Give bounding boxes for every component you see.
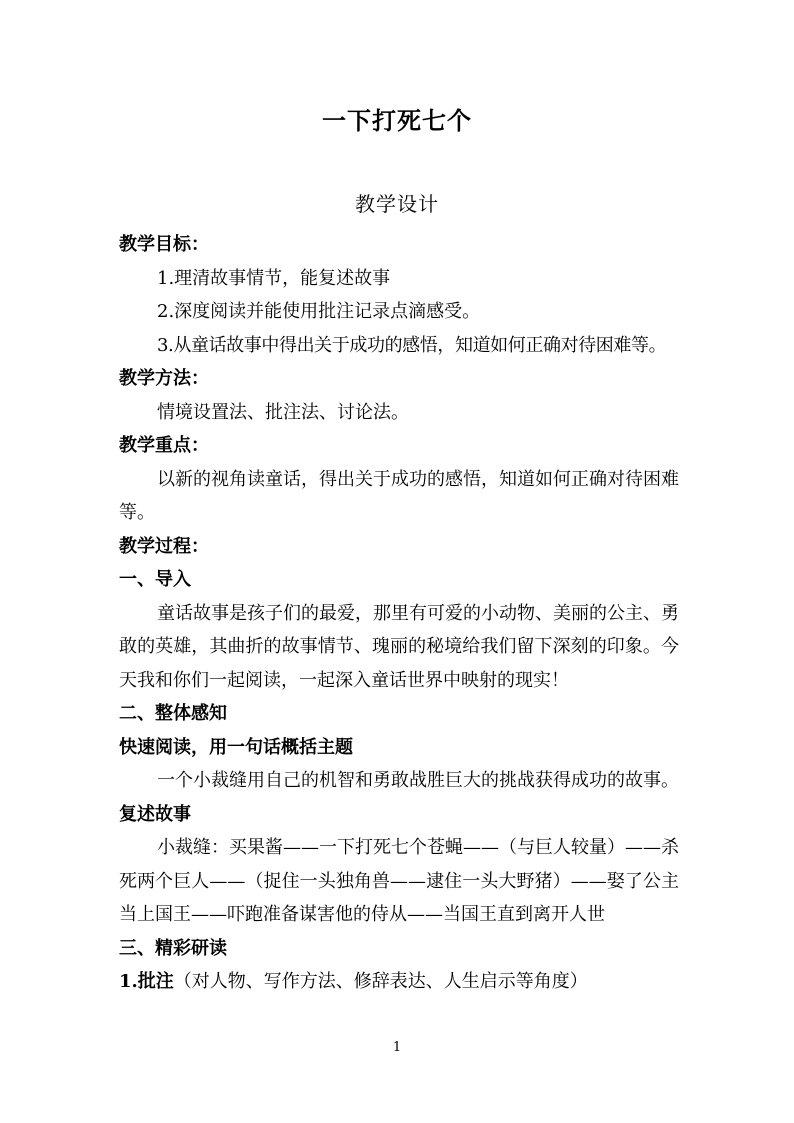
document-subtitle: 教学设计 (355, 192, 439, 216)
study-heading: 三、精彩研读 (119, 937, 227, 959)
goal-item: 1.理清故事情节，能复述故事 (157, 267, 391, 289)
overall-heading: 二、整体感知 (119, 703, 227, 724)
goals-heading: 教学目标： (119, 234, 209, 255)
fast-read-heading: 快速阅读，用一句话概括主题 (119, 736, 353, 758)
document-title: 一下打死七个 (322, 106, 472, 135)
document-body (119, 228, 679, 999)
annotation-note: （对人物、写作方法、修辞表达、人生启示等角度） (173, 971, 588, 992)
keypoints-heading: 教学重点： (119, 435, 209, 456)
intro-heading: 一、导入 (119, 569, 191, 590)
theme-text: 一个小裁缝用自己的机智和勇敢战胜巨大的挑战获得成功的故事。 (157, 770, 679, 791)
retell-heading: 复述故事 (119, 803, 191, 825)
methods-heading: 教学方法： (119, 368, 209, 389)
methods-text: 情境设置法、批注法、讨论法。 (157, 401, 409, 423)
keypoints-text: 以新的视角读童话，得出关于成功的感悟，知道如何正确对待困难等。 (119, 468, 679, 523)
goal-item: 2.深度阅读并能使用批注记录点滴感受。 (157, 301, 481, 322)
goal-item: 3.从童话故事中得出关于成功的感悟，知道如何正确对待困难等。 (157, 334, 667, 356)
annotation-line (119, 965, 679, 999)
page-number: 1 (392, 1040, 402, 1055)
retell-text: 小裁缝：买果酱——一下打死七个苍蝇——（与巨人较量）——杀死两个巨人——（捉住一头独角兽——逮住一头大野猪）——娶了公主当上国王——吓跑准备谋害他的侍从——当国王直到离开人世 (119, 837, 679, 925)
process-heading: 教学过程： (119, 535, 209, 557)
intro-text: 童话故事是孩子们的最爱，那里有可爱的小动物、美丽的公主、勇敢的英雄，其曲折的故事情节、瑰丽的秘境给我们留下深刻的印象。今天我和你们一起阅读，一起深入童话世界中映射的现实！ (119, 602, 679, 691)
annotation-label: 1.批注 (119, 971, 174, 992)
